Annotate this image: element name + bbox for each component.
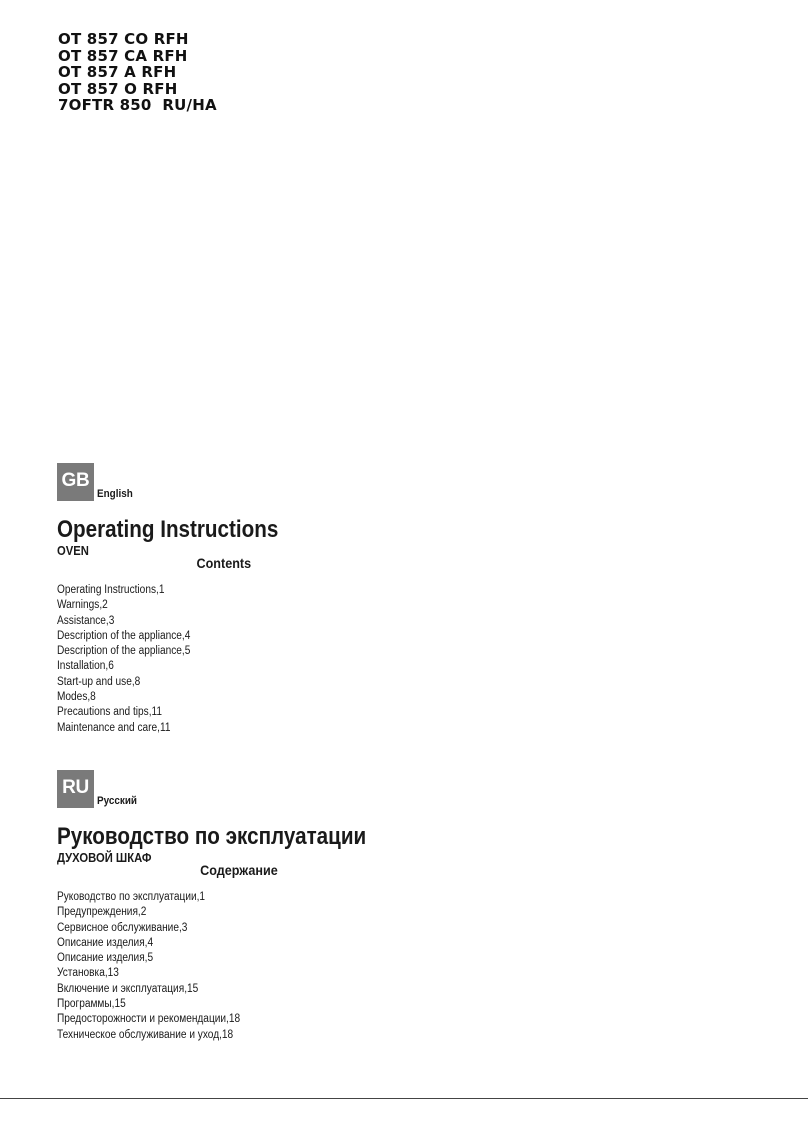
toc-item: Включение и эксплуатация,15 bbox=[57, 982, 199, 995]
model-number: OT 857 A RFH bbox=[58, 63, 177, 81]
model-number: OT 857 CA RFH bbox=[58, 46, 188, 65]
language-header bbox=[57, 463, 477, 501]
document-subtitle: OVEN bbox=[57, 544, 89, 558]
toc-item: Предосторожности и рекомендации,18 bbox=[57, 1013, 241, 1026]
toc-item: Руководство по эксплуатации,1 bbox=[57, 891, 206, 903]
contents-heading: Contents bbox=[196, 555, 252, 571]
toc-item: Assistance,3 bbox=[57, 614, 115, 627]
model-list bbox=[58, 31, 217, 114]
table-of-contents bbox=[57, 583, 477, 736]
toc-item: Предупреждения,2 bbox=[57, 906, 147, 919]
toc-item: Описание изделия,5 bbox=[57, 952, 154, 965]
language-label: Русский bbox=[97, 795, 138, 807]
toc-item: Maintenance and care,11 bbox=[57, 721, 171, 734]
toc-item: Start-up and use,8 bbox=[57, 675, 141, 688]
toc-item: Описание изделия,4 bbox=[57, 936, 154, 949]
document-title: Руководство по эксплуатации bbox=[57, 823, 367, 850]
language-label: English bbox=[97, 488, 133, 500]
model-number: 7OFTR 850 RU/HA bbox=[58, 96, 217, 114]
toc-item: Warnings,2 bbox=[57, 599, 108, 612]
toc-item: Установка,13 bbox=[57, 967, 119, 980]
toc-item: Installation,6 bbox=[57, 660, 114, 673]
document-subtitle: ДУХОВОЙ ШКАФ bbox=[57, 851, 152, 865]
toc-item: Сервисное обслуживание,3 bbox=[57, 921, 188, 934]
contents-heading: Содержание bbox=[200, 862, 278, 878]
russian-section bbox=[57, 770, 477, 1043]
toc-item: Программы,15 bbox=[57, 998, 126, 1011]
toc-item: Precautions and tips,11 bbox=[57, 706, 163, 719]
toc-item: Description of the appliance,4 bbox=[57, 629, 191, 642]
language-badge-gb: GB bbox=[57, 463, 94, 501]
page-divider bbox=[0, 1098, 808, 1099]
toc-item: Техническое обслуживание и уход,18 bbox=[57, 1028, 234, 1041]
toc-item: Operating Instructions,1 bbox=[57, 584, 165, 596]
table-of-contents bbox=[57, 890, 477, 1043]
model-number: OT 857 O RFH bbox=[58, 79, 178, 98]
model-number: OT 857 CO RFH bbox=[58, 30, 189, 48]
language-badge-ru: RU bbox=[57, 770, 94, 808]
language-header bbox=[57, 770, 477, 808]
document-title: Operating Instructions bbox=[57, 516, 279, 543]
toc-item: Modes,8 bbox=[57, 691, 96, 704]
toc-item: Description of the appliance,5 bbox=[57, 645, 191, 658]
english-section bbox=[57, 463, 477, 736]
